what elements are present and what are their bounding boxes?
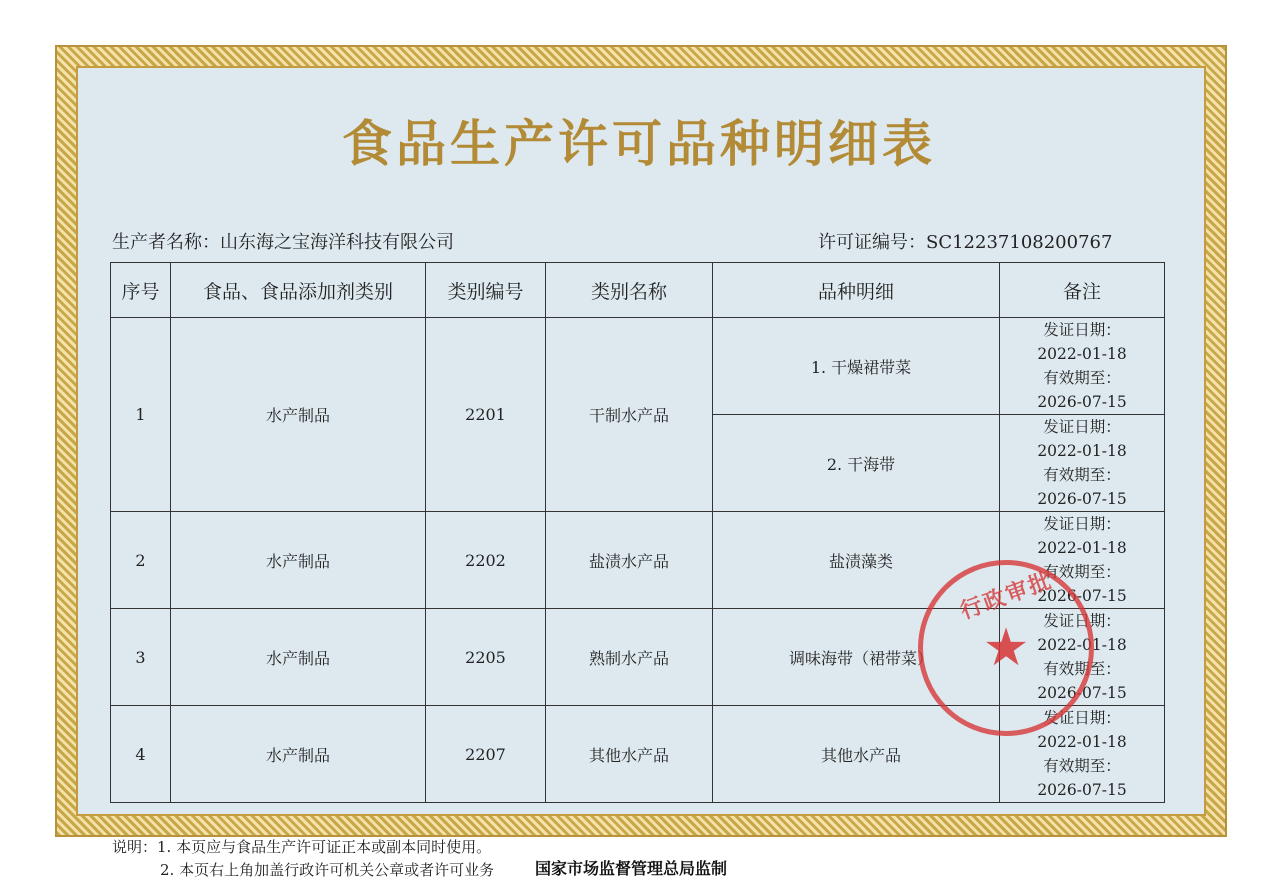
cell-detail: 1. 干燥裙带菜 bbox=[713, 318, 1000, 415]
cell-remark bbox=[1000, 318, 1165, 415]
cell-name: 盐渍水产品 bbox=[546, 512, 713, 609]
cell-category: 水产制品 bbox=[171, 706, 426, 803]
remark-issue-label: 发证日期： bbox=[1043, 418, 1121, 436]
cell-code: 2205 bbox=[426, 609, 546, 706]
cell-detail: 盐渍藻类 bbox=[713, 512, 1000, 609]
table-row bbox=[111, 512, 1165, 609]
cell-remark bbox=[1000, 512, 1165, 609]
cell-remark bbox=[1000, 415, 1165, 512]
cell-no: 1 bbox=[111, 318, 171, 512]
cell-remark bbox=[1000, 609, 1165, 706]
cell-detail: 2. 干海带 bbox=[713, 415, 1000, 512]
cell-remark bbox=[1000, 706, 1165, 803]
cell-category: 水产制品 bbox=[171, 609, 426, 706]
cell-name: 其他水产品 bbox=[546, 706, 713, 803]
remark-issue-label: 发证日期： bbox=[1043, 709, 1121, 727]
note-line-2: 2. 本页右上角加盖行政许可机关公章或者许可业务 bbox=[160, 861, 495, 879]
cell-detail: 调味海带（裙带菜） bbox=[713, 609, 1000, 706]
cell-code: 2202 bbox=[426, 512, 546, 609]
note-line-1: 说明：1. 本页应与食品生产许可证正本或副本同时使用。 bbox=[112, 838, 492, 856]
header-category: 食品、食品添加剂类别 bbox=[171, 263, 426, 318]
cell-name: 干制水产品 bbox=[546, 318, 713, 512]
cell-no: 2 bbox=[111, 512, 171, 609]
cell-name: 熟制水产品 bbox=[546, 609, 713, 706]
cell-code: 2201 bbox=[426, 318, 546, 512]
remark-issue-date: 2022-01-18 bbox=[1037, 442, 1127, 460]
cell-category: 水产制品 bbox=[171, 512, 426, 609]
footer-supervision: 国家市场监督管理总局监制 bbox=[535, 859, 728, 878]
remark-issue-label: 发证日期： bbox=[1043, 515, 1121, 533]
license-line bbox=[818, 228, 1112, 254]
remark-issue-label: 发证日期： bbox=[1043, 321, 1121, 339]
seal-text: 行政审批 bbox=[956, 567, 1057, 625]
remark-issue-date: 2022-01-18 bbox=[1037, 733, 1127, 751]
document-title: 食品生产许可品种明细表 bbox=[342, 114, 936, 173]
remark-issue-date: 2022-01-18 bbox=[1037, 345, 1127, 363]
header-remark: 备注 bbox=[1000, 263, 1165, 318]
table-header-row bbox=[111, 263, 1165, 318]
header-name: 类别名称 bbox=[546, 263, 713, 318]
header-no: 序号 bbox=[111, 263, 171, 318]
producer-label: 生产者名称： bbox=[112, 232, 220, 253]
remark-valid-date: 2026-07-15 bbox=[1037, 684, 1127, 702]
remark-issue-label: 发证日期： bbox=[1043, 612, 1121, 630]
remark-valid-label: 有效期至： bbox=[1043, 660, 1121, 678]
cell-detail: 其他水产品 bbox=[713, 706, 1000, 803]
remark-valid-date: 2026-07-15 bbox=[1037, 490, 1127, 508]
remark-valid-date: 2026-07-15 bbox=[1037, 781, 1127, 799]
remark-valid-label: 有效期至： bbox=[1043, 563, 1121, 581]
cell-no: 3 bbox=[111, 609, 171, 706]
star-icon: ★ bbox=[982, 618, 1030, 678]
producer-name: 山东海之宝海洋科技有限公司 bbox=[220, 232, 454, 253]
license-number: SC12237108200767 bbox=[926, 232, 1113, 253]
cell-code: 2207 bbox=[426, 706, 546, 803]
remark-issue-date: 2022-01-18 bbox=[1037, 539, 1127, 557]
header-detail: 品种明细 bbox=[713, 263, 1000, 318]
table-row bbox=[111, 706, 1165, 803]
remark-valid-date: 2026-07-15 bbox=[1037, 393, 1127, 411]
remark-valid-label: 有效期至： bbox=[1043, 369, 1121, 387]
producer-line bbox=[112, 228, 454, 254]
remark-valid-date: 2026-07-15 bbox=[1037, 587, 1127, 605]
cell-no: 4 bbox=[111, 706, 171, 803]
header-code: 类别编号 bbox=[426, 263, 546, 318]
cell-category: 水产制品 bbox=[171, 318, 426, 512]
variety-table bbox=[110, 262, 1165, 803]
remark-issue-date: 2022-01-18 bbox=[1037, 636, 1127, 654]
table-row bbox=[111, 609, 1165, 706]
remark-valid-label: 有效期至： bbox=[1043, 466, 1121, 484]
remark-valid-label: 有效期至： bbox=[1043, 757, 1121, 775]
table-row bbox=[111, 318, 1165, 415]
license-label: 许可证编号： bbox=[818, 232, 926, 253]
